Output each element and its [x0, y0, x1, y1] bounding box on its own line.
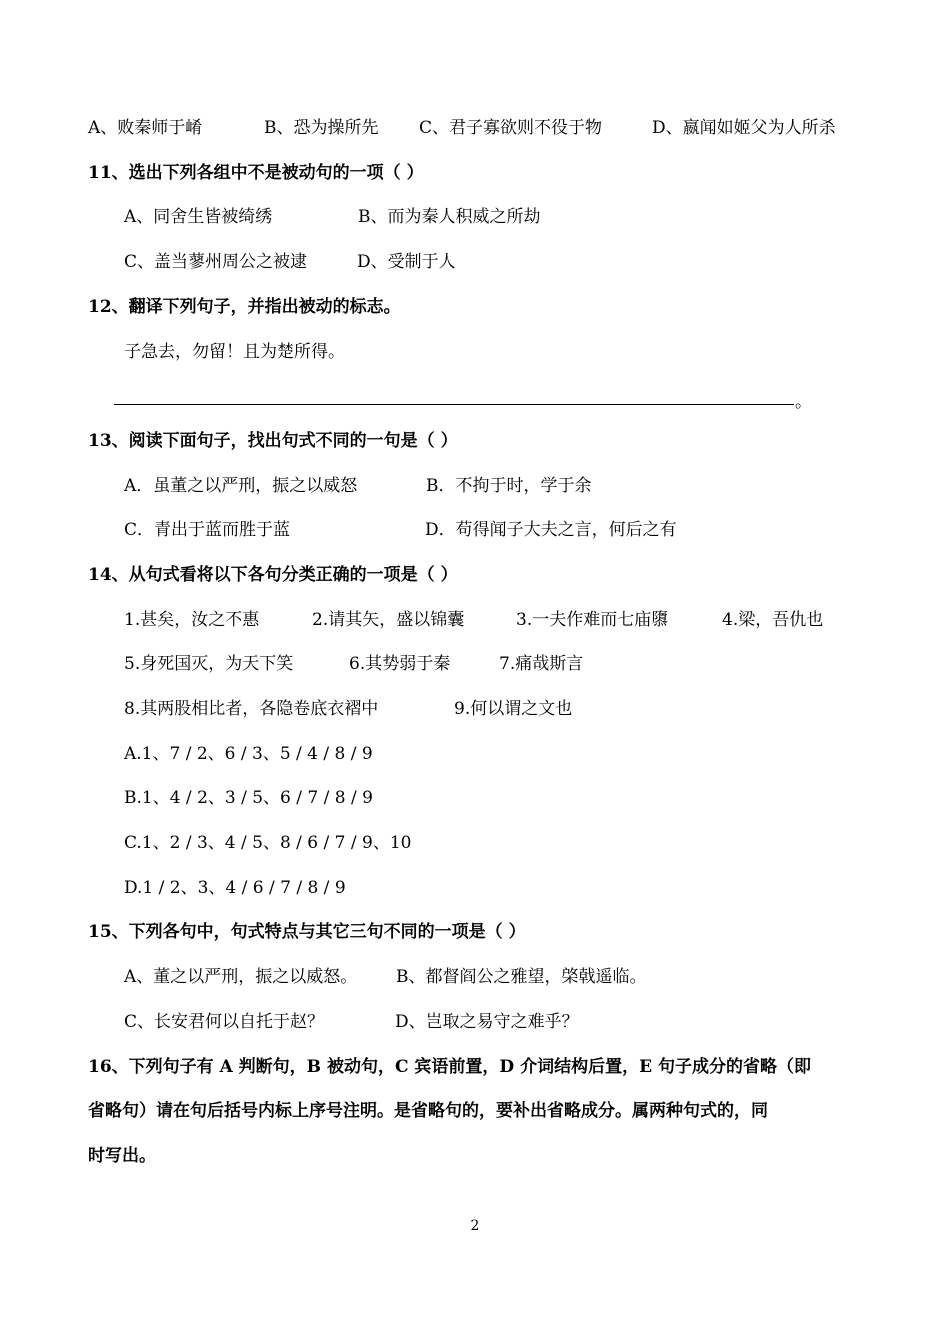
q10-option-b: B、恐为操所先: [264, 118, 379, 138]
q14-choice-d: D.1 / 2、3、4 / 6 / 7 / 8 / 9: [124, 878, 346, 898]
q13-option-b: B．不拘于时，学于余: [426, 476, 592, 496]
q14-question: 14、从句式看将以下各句分类正确的一项是（ ）: [88, 565, 458, 585]
q11-option-a: A、同舍生皆被绮绣: [124, 207, 273, 227]
q11-question: 11、选出下列各组中不是被动句的一项（ ）: [88, 163, 424, 183]
q14-item-5: 5.身死国灭，为天下笑: [124, 654, 294, 674]
q15-option-d: D、岂取之易守之难乎？: [395, 1012, 579, 1032]
q15-question: 15、下列各句中，句式特点与其它三句不同的一项是（ ）: [88, 922, 526, 942]
q14-item-1: 1.甚矣，汝之不惠: [124, 610, 260, 630]
q11-option-b: B、而为秦人积威之所劫: [358, 207, 541, 227]
q11-option-c: C、盖当蓼州周公之被逮: [124, 252, 308, 272]
q10-option-c: C、君子寡欲则不役于物: [419, 118, 603, 138]
q15-option-c: C、长安君何以自托于赵？: [124, 1012, 325, 1032]
q10-option-d: D、嬴闻如姬父为人所杀: [652, 118, 836, 138]
q15-option-a: A、董之以严刑，振之以威怒。: [124, 967, 358, 987]
q14-item-4: 4.梁，吾仇也: [722, 610, 824, 630]
q14-item-8: 8.其两股相比者，各隐卷底衣褶中: [124, 699, 379, 719]
q13-option-a: A．虽董之以严刑，振之以威怒: [124, 476, 358, 496]
q12-answer-blank[interactable]: [114, 404, 794, 405]
q14-choice-a: A.1、7 / 2、6 / 3、5 / 4 / 8 / 9: [124, 744, 373, 764]
q14-choice-c: C.1、2 / 3、4 / 5、8 / 6 / 7 / 9、10: [124, 833, 412, 853]
q14-item-2: 2.请其矢，盛以锦囊: [312, 610, 465, 630]
q13-option-c: C．青出于蓝而胜于蓝: [124, 520, 291, 540]
q14-item-6: 6.其势弱于秦: [349, 654, 451, 674]
q14-choice-b: B.1、4 / 2、3 / 5、6 / 7 / 8 / 9: [124, 788, 373, 808]
q16-question-line-3: 时写出。: [88, 1146, 156, 1166]
q12-sentence: 子急去，勿留！且为楚所得。: [124, 342, 345, 362]
q16-question-line-1: 16、下列句子有 A 判断句，B 被动句，C 宾语前置，D 介词结构后置，E 句子成分的省略（即: [88, 1057, 811, 1077]
q16-question-line-2: 省略句）请在句后括号内标上序号注明。是省略句的，要补出省略成分。属两种句式的，同: [88, 1101, 768, 1121]
q14-item-9: 9.何以谓之文也: [454, 699, 573, 719]
q14-item-3: 3.一夫作难而七庙隳: [516, 610, 669, 630]
q11-option-d: D、受制于人: [357, 252, 456, 272]
q12-end-mark: 。: [795, 392, 812, 412]
page-number: 2: [470, 1218, 480, 1234]
q15-option-b: B、都督阎公之雅望，棨戟遥临。: [396, 967, 647, 987]
q10-option-a: A、败秦师于崤: [88, 118, 203, 138]
q13-question: 13、阅读下面句子，找出句式不同的一句是（ ）: [88, 431, 458, 451]
q12-question: 12、翻译下列句子，并指出被动的标志。: [88, 297, 401, 317]
q14-item-7: 7.痛哉斯言: [499, 654, 584, 674]
q13-option-d: D．苟得闻子大夫之言，何后之有: [425, 520, 677, 540]
